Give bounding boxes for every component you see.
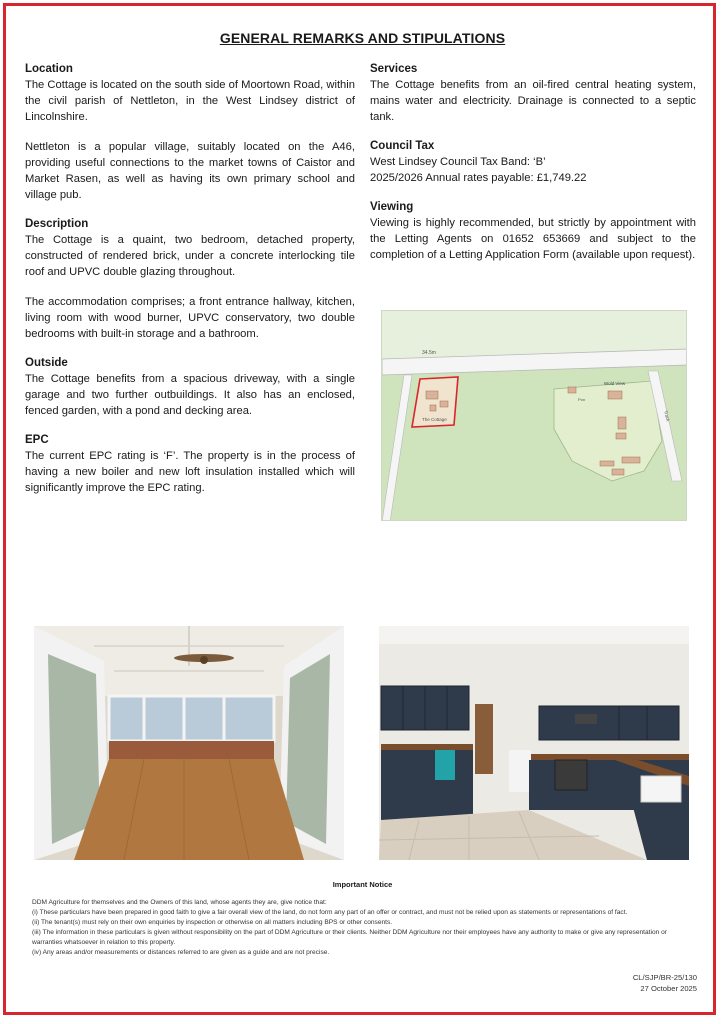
map-drawing <box>382 311 687 521</box>
page-title: GENERAL REMARKS AND STIPULATIONS <box>219 30 506 46</box>
viewing-section <box>370 200 696 263</box>
epc-heading: EPC <box>25 434 49 446</box>
reference-code: CL/SJP/BR-25/130 <box>632 973 697 982</box>
viewing-paragraph: Viewing is highly recommended, but strictly by appointment with the Letting Agents on 01652 653669 and subject to the completion of a Letting Application Form (available upon request). <box>370 217 696 261</box>
outside-section <box>25 356 355 419</box>
services-section <box>370 62 696 125</box>
notice-line: DDM Agriculture for themselves and the Owners of this land, whose agents they are, give notice that: <box>32 899 327 906</box>
building <box>568 387 576 393</box>
services-paragraph: The Cottage benefits from an oil-fired central heating system, mains water and electricity. Drainage is connected to a septic tank. <box>370 79 696 123</box>
pond-label: Pon <box>578 397 586 402</box>
conservatory-image <box>34 626 344 860</box>
document-date: 27 October 2025 <box>640 984 697 993</box>
notice-line: (i) These particulars have been prepared in good faith to give a fair overall view of the land, do not form any part of an offer or contract, and must not be relied upon as statements or representations of fact. <box>32 909 628 916</box>
location-paragraph: The Cottage is located on the south side of Moortown Road, within the civil parish of Nettleton, in the West Lindsey district of Lincolnshire. <box>25 79 355 123</box>
epc-paragraph: The current EPC rating is ‘F’. The property is in the process of having a new boiler and new loft insulation installed which will significantly improve the EPC rating. <box>25 450 355 494</box>
description-section <box>25 217 355 342</box>
building <box>618 417 626 429</box>
location-heading: Location <box>25 63 73 75</box>
epc-section <box>25 433 355 496</box>
location-paragraph: Nettleton is a popular village, suitably located on the A46, providing useful connections to the market towns of Caistor and Market Rasen, as well as having its own primary school and village pub. <box>25 141 355 201</box>
building <box>600 461 614 466</box>
important-notice <box>32 898 697 958</box>
council-tax-heading: Council Tax <box>370 140 435 152</box>
building <box>612 469 624 475</box>
building <box>616 433 626 439</box>
left-column <box>25 62 355 510</box>
location-section <box>25 62 355 203</box>
description-heading: Description <box>25 218 89 230</box>
house-building <box>608 391 622 399</box>
track-label: Track <box>663 409 671 422</box>
right-column <box>370 62 696 277</box>
council-tax-band: West Lindsey Council Tax Band: ‘B’ <box>370 156 546 168</box>
council-tax-rates: 2025/2026 Annual rates payable: £1,749.22 <box>370 172 587 184</box>
important-notice-title: Important Notice <box>332 880 393 889</box>
kitchen-image <box>379 626 689 860</box>
notice-line: (iv) Any areas and/or measurements or distances referred to are given as a guide and are not precise. <box>32 949 330 956</box>
services-heading: Services <box>370 63 418 75</box>
outside-heading: Outside <box>25 357 68 369</box>
outside-paragraph: The Cottage benefits from a spacious driveway, with a single garage and two further outbuildings. It also has an enclosed, fenced garden, with a pond and decking area. <box>25 373 355 417</box>
description-paragraph: The accommodation comprises; a front entrance hallway, kitchen, living room with wood burner, UPVC conservatory, two double bedrooms with built-in storage and a bathroom. <box>25 296 355 340</box>
cottage-building <box>426 391 438 399</box>
conservatory-photo <box>34 626 344 860</box>
road-level-label: 34.5m <box>422 350 436 356</box>
document-reference-block <box>633 972 697 994</box>
outbuilding <box>440 401 448 407</box>
council-tax-section <box>370 139 696 186</box>
house-label: Wold View <box>604 381 626 386</box>
notice-line: (iii) The information in these particulars is given without responsibility on the part of DDM Agriculture or their clients. Neither DDM Agriculture nor their employees have any authority to make or give any representation or warranties whatsoever in relation to this property. <box>32 929 668 946</box>
description-paragraph: The Cottage is a quaint, two bedroom, detached property, constructed of rendered brick, under a concrete interlocking tile roof and UPVC double glazing throughout. <box>25 234 355 278</box>
viewing-heading: Viewing <box>370 201 414 213</box>
kitchen-photo <box>379 626 689 860</box>
outbuilding <box>430 405 436 411</box>
location-map <box>381 310 687 521</box>
building <box>622 457 640 463</box>
cottage-label: The Cottage <box>422 417 447 422</box>
notice-line: (ii) The tenant(s) must rely on their own enquiries by inspection or otherwise on all matters including BPS or other consents. <box>32 919 393 926</box>
